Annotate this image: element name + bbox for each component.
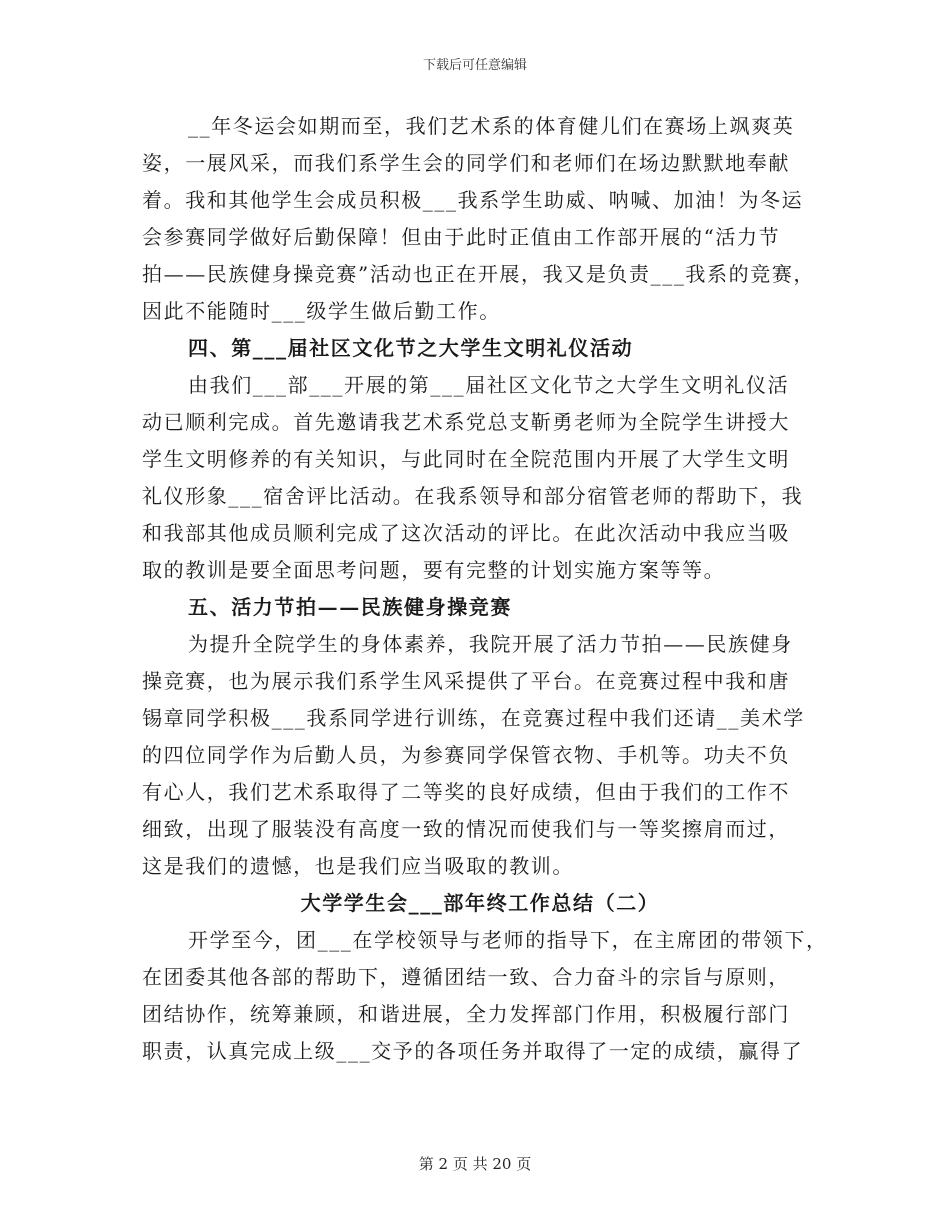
paragraph-line: 有心人，我们艺术系取得了二等奖的良好成绩，但由于我们的工作不: [142, 780, 790, 804]
paragraph-line: 的四位同学作为后勤人员，为参赛同学保管衣物、手机等。功夫不负: [142, 743, 790, 767]
paragraph-line: 姿，一展风采，而我们系学生会的同学们和老师们在场边默默地奉献: [142, 151, 790, 175]
header-note: 下载后可任意编辑: [422, 58, 527, 73]
paragraph-line: 和我部其他成员顺利完成了这次活动的评比。在此次活动中我应当吸: [142, 521, 790, 545]
paragraph-line: 团结协作，统筹兼顾，和谐进展，全力发挥部门作用，积极履行部门: [142, 1002, 790, 1026]
paragraph-line: 为提升全院学生的身体素养，我院开展了活力节拍——民族健身: [188, 632, 793, 656]
document-subtitle: 大学学生会___部年终工作总结（二）: [300, 891, 660, 915]
paragraph-line: 取的教训是要全面思考问题，要有完整的计划实施方案等等。: [142, 558, 726, 582]
paragraph-line: 礼仪形象___宿舍评比活动。在我系领导和部分宿管老师的帮助下，我: [142, 484, 804, 508]
paragraph-line: 会参赛同学做好后勤保障！但由于此时正值由工作部开展的“活力节: [142, 225, 781, 249]
paragraph-line: 在团委其他各部的帮助下，遵循团结一致、合力奋斗的宗旨与原则，: [142, 965, 790, 989]
paragraph-line: 职责，认真完成上级___交予的各项任务并取得了一定的成绩，赢得了: [142, 1039, 804, 1063]
paragraph-line: __年冬运会如期而至，我们艺术系的体育健儿们在赛场上飒爽英: [188, 114, 795, 138]
paragraph-line: 锡章同学积极___我系同学进行训练，在竞赛过程中我们还请__美术学: [142, 706, 805, 730]
paragraph-line: 操竞赛，也为展示我们系学生风采提供了平台。在竞赛过程中我和唐: [142, 669, 790, 693]
paragraph-line: 细致，出现了服装没有高度一致的情况而使我们与一等奖擦肩而过，: [142, 817, 790, 841]
paragraph-line: 拍——民族健身操竞赛”活动也正在开展，我又是负责___我系的竞赛，: [142, 262, 816, 286]
paragraph-line: 开学至今，团___在学校领导与老师的指导下，在主席团的带领下，: [188, 928, 828, 952]
paragraph-line: 动已顺利完成。首先邀请我艺术系党总支靳勇老师为全院学生讲授大: [142, 410, 790, 434]
section-heading: 四、第___届社区文化节之大学生文明礼仪活动: [188, 336, 634, 360]
paragraph-line: 着。我和其他学生会成员积极___我系学生助威、呐喊、加油！为冬运: [142, 188, 804, 212]
paragraph-line: 由我们___部___开展的第___届社区文化节之大学生文明礼仪活: [188, 373, 790, 397]
document-body: [142, 108, 828, 1070]
paragraph-line: 因此不能随时___级学生做后勤工作。: [142, 299, 501, 323]
page-number: 第 2 页 共 20 页: [418, 1155, 532, 1173]
paragraph-line: 学生文明修养的有关知识，与此同时在全院范围内开展了大学生文明: [142, 447, 790, 471]
section-heading: 五、活力节拍——民族健身操竞赛: [188, 595, 512, 619]
paragraph-line: 这是我们的遗憾，也是我们应当吸取的教训。: [142, 854, 574, 878]
